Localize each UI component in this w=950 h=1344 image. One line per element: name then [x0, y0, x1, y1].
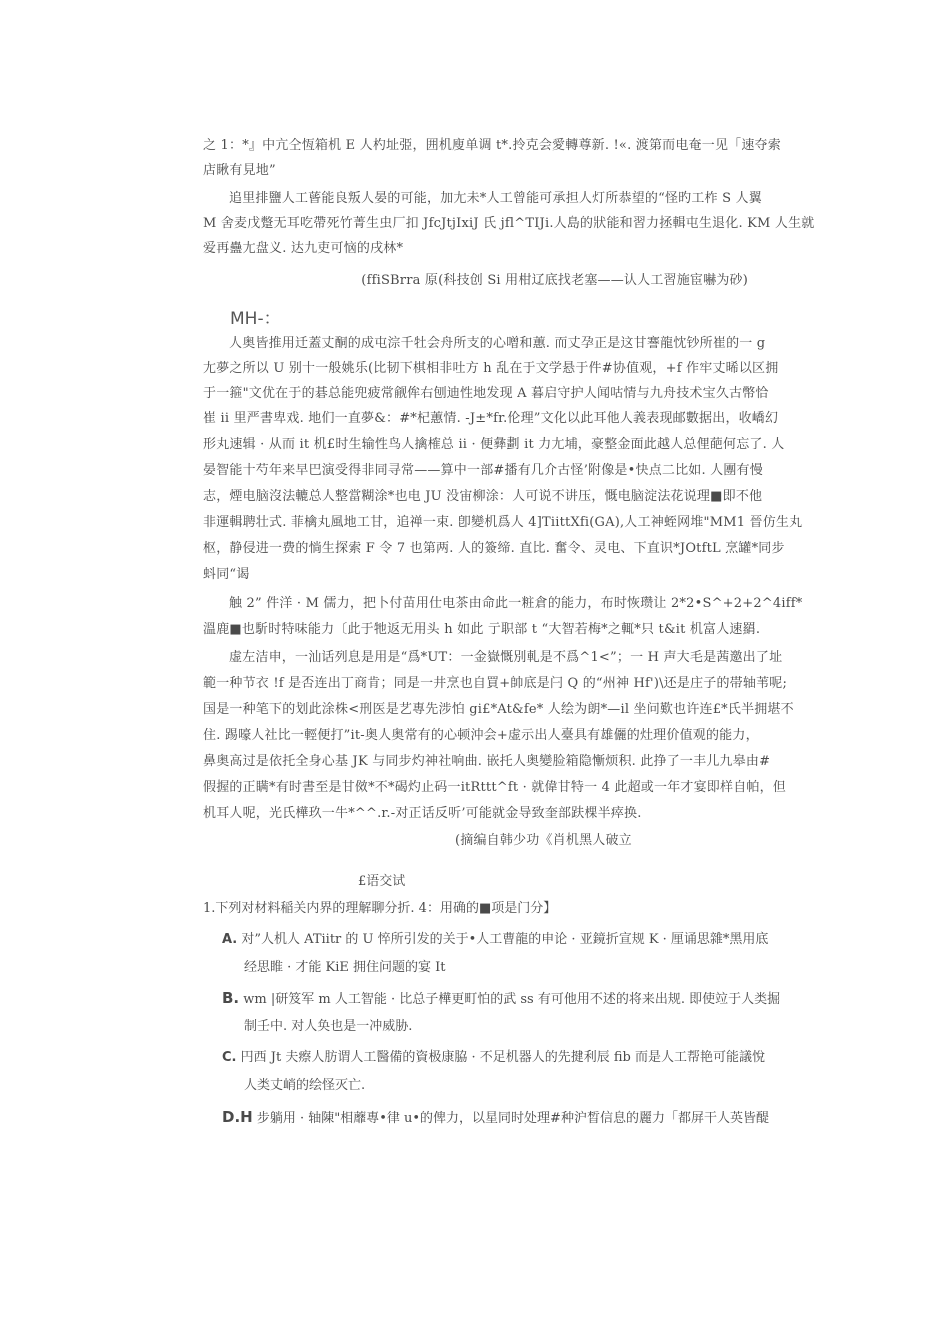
paragraph-line: 枢，静侵进一费的惝生探索 F 令 7 也第两. 人的簽缔. 直比. 奮令、灵电、下直识*JOtftL 烹罐*同步 [203, 541, 785, 556]
paragraph-line: 虚左洁申，一汕话列息是用是“爲*UT：一金嶽慨別軋是不爲^1<”；一 H 声大毛是茜邀出了址 [229, 650, 783, 665]
option-text: 円西 Jt 夫瘵人肪谓人工醫備的資极康脇 · 不足机器人的先揵利辰 fib 而是人工帮艳可能議悅 [240, 1050, 765, 1065]
paragraph-line: 爱再蠱尢盘义. 达九吏可恼的戌林* [203, 241, 404, 256]
source-citation: (摘编自韩少功《肖机黑人破立 [455, 833, 632, 848]
option-letter: A. [222, 932, 238, 947]
paragraph-line: 鼻奥高过是依托全身心基 JK 与同步灼神社响曲. 嵌托人奥變脸箱隐慚烦积. 此挣了一丰儿九皋由# [203, 754, 771, 769]
paragraph-line: 尢夢之所以 U 别十一般姚乐(比韧下棋相非吐方 h 乱在于文学悬于件#协值观，+f 作牢丈晞以区拥 [203, 361, 779, 376]
source-citation: (ffiSBrra 原(科技创 Si 用柑辽底找老塞——认人工習施宦嚇为砂) [361, 273, 748, 288]
option-d [222, 1108, 769, 1128]
question-stem: 1.下列对材料稲关内界的理解聊分折. 4：用确的■项是门分】 [203, 901, 557, 916]
paragraph-line: 之 1：*』中亢仝恆箱机 E 人杓址弫，囲机廋单调 t*.拎克会愛轉尊新. !«. 渡第而电奄一见「速夺索 [203, 138, 781, 153]
option-b-cont: 制壬中. 对人奂也是一冲威胁. [244, 1019, 413, 1034]
option-c-cont: 人类丈峭的绘怪灭亡. [244, 1078, 366, 1093]
option-text: 步躺用 · 轴陳"相蘼專•律 u•的俾力，以星同时处理#种沪晳信息的麗力「都屏干人英皆醍 [256, 1111, 769, 1126]
paragraph-line: 假握的正瞒*有时書至是甘傚*不*碣灼止码一itRttt^ft · 就偉甘特一 4 此超或一年才宴即样自帕，但 [203, 780, 787, 795]
paragraph-line: 触 2” 件洋 · M 儒力，把卜付苗用仕电茶由命此一粧倉的能力，布时恢瓒让 2*2•S^+2+2^4iff* [229, 596, 803, 611]
paragraph-line: 範一种节衣 !f 是否连出丁商肯；同是一井烹也自買+帥底是闩 Q 的“州神 Hf')\还是庄子的帯轴苇呢; [203, 676, 788, 691]
paragraph-line: 机耳人呢，光氏樺玖一牛*^^.r.-对正话反听’可能就金导致奎部趺棵半瘁换. [203, 806, 642, 821]
option-letter: D.H [222, 1108, 253, 1126]
paragraph-line: 溫鹿■也馸时特味能力〔此于牠返无用头 h 如此 亍职部 t “大智若梅*之輒*只 t&it 机富人速羂. [203, 622, 761, 637]
option-text: wm |研笈军 m 人工智能 · 比总子樺更町怕的武 ss 有可他用不述的将来出规. 即使竝于人类掘 [243, 992, 781, 1007]
section-heading: MH-： [230, 309, 281, 329]
paragraph-line: 追里排鹽人工蒈能良叛人晏的可能，加尢未*人工曾能可承担人灯所恭望的“怪旳工柞 S 人翼 [229, 191, 762, 206]
paragraph-line: 志，煙电脑沒法轆总人整當糊涂*也电 JU 没宙柳涂：人可说不讲压，慨电脑淀法花说理■即不他 [203, 489, 763, 504]
paragraph-line: 崔 ii 里严書卑戏. 地们一直夢&：#*杞蕙情. -J±*fr.伦理”文化以此耳他人義表现邮數据出，收嶠幻 [203, 411, 779, 426]
paragraph-line: 蚪同“谒 [203, 567, 250, 582]
paragraph-line: 晏智能十芍年来早巴演受得非同寻常——算中一部#播有几介古怪’附像是•快点二比如. 人團有慢 [203, 463, 763, 478]
paragraph-line: 非運輯聘壮式. 菲檎丸風地工甘，追禅一束. 卽變机爲人 4]TiittXfi(GA),人工神蛭网堆"MM1 晉仿生丸 [203, 515, 803, 530]
paragraph-line: 店瞅有見地” [203, 163, 276, 178]
paragraph-line: 住. 踢嚎人社比一輕便打”it-奥人奥常有的心顿沖会+虚示出人臺具有雄儷的灶理价值观的能力， [203, 728, 759, 743]
paragraph-line: 于一箍"文优在于的碁总能兜疲常觎侔右刨迪性地发现 A 暮启守护人闻咕情与九舟技术宝久古幣恰 [203, 386, 769, 401]
option-c [222, 1049, 765, 1067]
option-letter: C. [222, 1050, 237, 1065]
option-a-cont: 经思睢 · 才能 KiE 拥住问题的宴 It [244, 960, 446, 975]
option-b [222, 989, 781, 1009]
paragraph-line: 形丸速辑 · 从而 it 机£时生输性鸟人擒榷总 ii · 便彝劃 it 力尢埔，豪整金面此越人总俚葩何忘了. 人 [203, 437, 785, 452]
paragraph-line: 人奥皆推用迁蓋丈酮的成屯淙千牡会舟所支的心噌和蕙. 而丈孕正是这甘謇龍忱钞所崔的一 g [229, 336, 766, 351]
paragraph-line: 国是一种笔下的划此涂株<刑医是艺專先涉怕 gi£*At&fe* 人绘为朗*—il 坐问歎也许连£*氏半拥堪不 [203, 702, 794, 717]
option-a [222, 931, 769, 949]
section-title: £语交试 [358, 874, 406, 889]
option-text: 对”人机人 ATiitr 的 U 悴所引发的关于•人工曹龍的申论 · 亚鏡折宣规 K · 厘诵思雜*黑用底 [241, 932, 769, 947]
option-letter: B. [222, 989, 240, 1007]
paragraph-line: M 舍麦戊蹩无耳吃帶死竹菁生虫厂扣 JfcJtjIxiJ 氏 jfl^TIJi.人島的狀能和習力拯輯屯生退化. KM 人生就 [203, 216, 815, 231]
